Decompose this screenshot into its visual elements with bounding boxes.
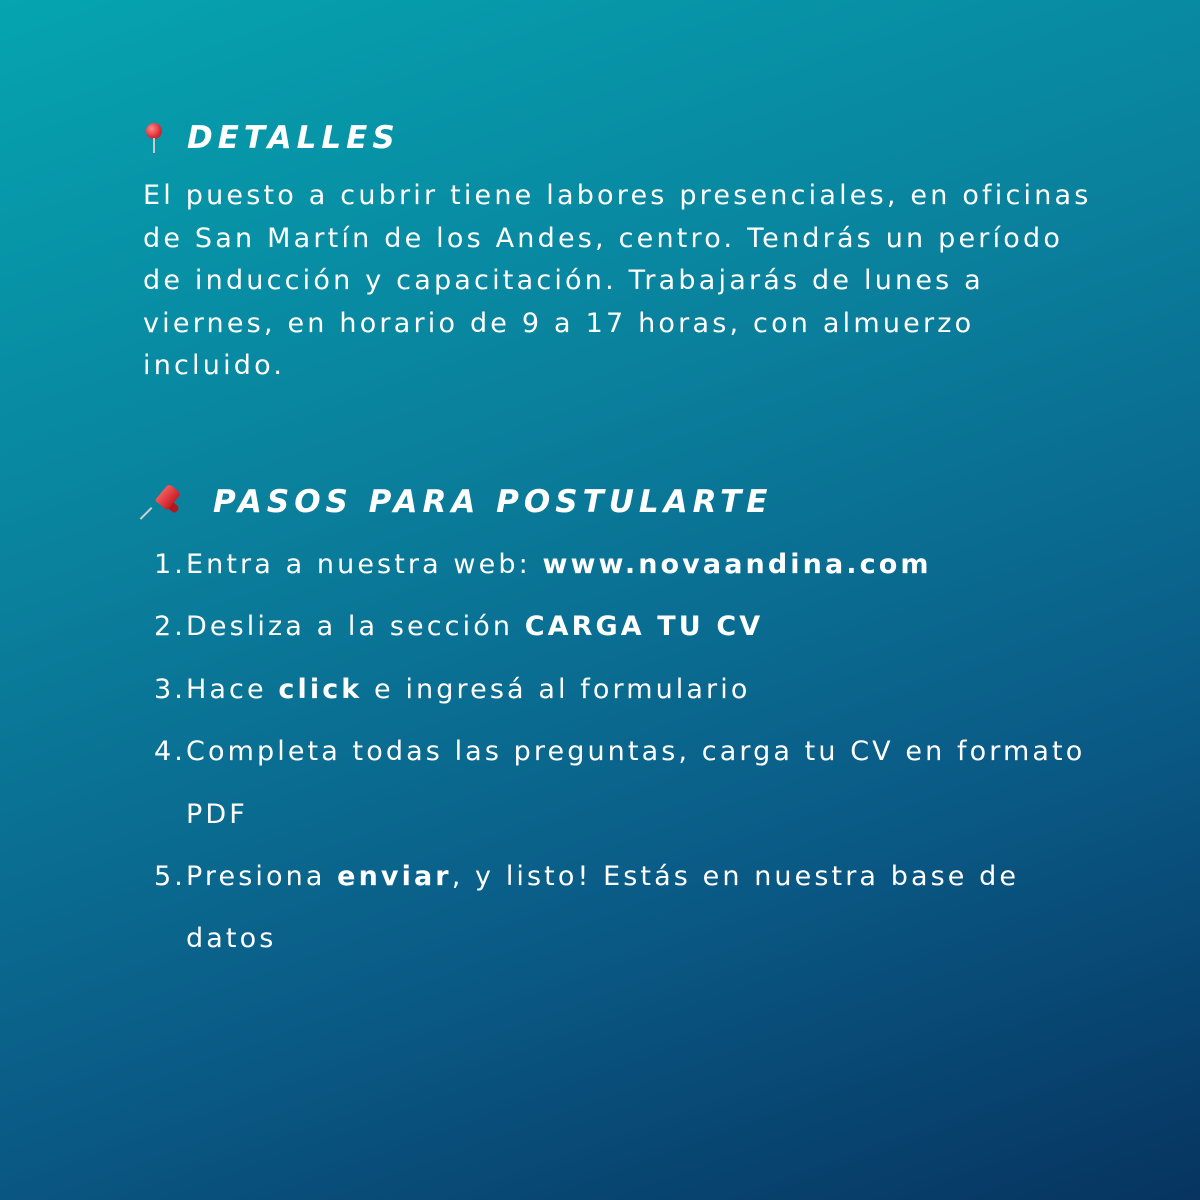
round-pushpin-icon xyxy=(143,121,165,155)
step-text: Entra a nuestra web: www.novaandina.com xyxy=(186,549,932,580)
step-link-text: www.novaandina.com xyxy=(542,549,932,580)
step-bold-text: click xyxy=(278,673,363,705)
step-bold-text: CARGA TU CV xyxy=(524,611,764,643)
steps-list xyxy=(143,534,1103,971)
step-text: Hace click e ingresá al formulario xyxy=(186,673,751,705)
details-title: DETALLES xyxy=(187,120,400,156)
step-number: 5. xyxy=(154,861,186,893)
step-text: Desliza a la sección CARGA TU CV xyxy=(186,611,764,643)
step-text: Presiona enviar, y listo! Estás en nuestra base de datos xyxy=(186,861,1020,955)
step-item xyxy=(143,534,1103,596)
details-section xyxy=(143,118,1103,388)
step-number: 3. xyxy=(154,673,186,705)
steps-heading xyxy=(143,482,1103,522)
step-number: 4. xyxy=(154,736,186,768)
pushpin-icon xyxy=(147,482,187,522)
details-paragraph: El puesto a cubrir tiene labores presenciales, en oficinas de San Martín de los Andes, centro. Tendrás un período de inducción y capacitación. Trabajarás de lunes a viernes, en horario de 9 a 17 horas, con almuerzo incluido. xyxy=(143,180,1092,381)
step-bold-text: enviar xyxy=(337,861,452,893)
details-heading xyxy=(143,118,1103,158)
step-number: 2. xyxy=(154,611,186,643)
step-number: 1. xyxy=(154,549,186,580)
steps-title: PASOS PARA POSTULARTE xyxy=(213,484,773,520)
step-item xyxy=(143,846,1103,971)
step-text: Completa todas las preguntas, carga tu CV en formato PDF xyxy=(186,736,1086,830)
steps-section xyxy=(143,482,1103,971)
step-item xyxy=(143,721,1103,846)
step-item xyxy=(143,659,1103,721)
step-item xyxy=(143,596,1103,658)
